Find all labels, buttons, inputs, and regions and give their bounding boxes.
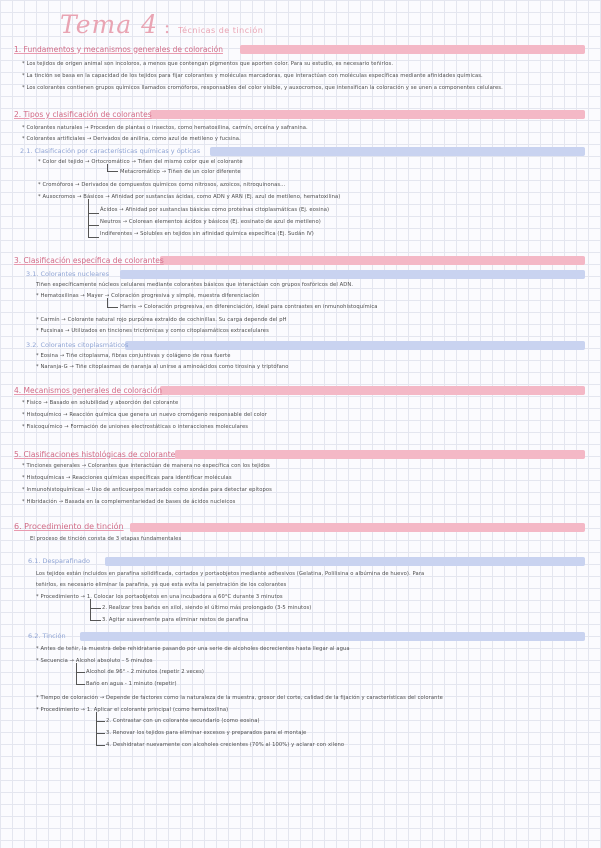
section-6-title: 6. Procedimiento de tinción xyxy=(14,521,124,531)
section-6-2-heading xyxy=(28,630,66,642)
bracket xyxy=(107,298,118,308)
s6-line-13: 3. Renovar los tejidos para eliminar excesos y preparados para el montaje xyxy=(106,730,307,736)
s5-line-1: * Tinciones generales → Colorantes que interactúan de manera no específica con los tejidos xyxy=(22,463,270,469)
section-1-highlight xyxy=(240,45,585,54)
s2-sub-line-5: Ácidos → Afinidad por sustancias básicas como proteínas citoplasmáticas (Ej. eosina) xyxy=(100,207,330,213)
section-6-2-highlight xyxy=(80,632,585,641)
s1-line-3: * Los colorantes contienen grupos químicos llamados cromóforos, responsables del color visible, y auxocromos, que intensifican la coloración y se unen a componentes celulares. xyxy=(22,85,503,91)
section-3-1-title: 3.1. Colorantes nucleares xyxy=(26,270,110,278)
s4-line-2: * Histoquímico → Reacción química que genera un nuevo cromógeno responsable del color xyxy=(22,412,267,418)
s2-sub-line-1: * Color del tejido → Ortocromático → Tiñen del mismo color que el colorante xyxy=(38,159,243,165)
s3-line-4: * Carmín → Colorante natural rojo purpúrea extraído de cochinillas. Su carga depende del pH xyxy=(36,317,287,323)
section-4-highlight xyxy=(160,386,585,395)
s2-sub-line-2: Metacromático → Tiñen de un color diferente xyxy=(120,169,241,175)
s6-line-2: teñirlos, es necesario eliminar la parafina, ya que esta evita la penetración de los colorantes xyxy=(36,582,287,588)
s3-line-6: * Eosina → Tiñe citoplasma, fibras conjuntivas y colágeno de rosa fuerte xyxy=(36,353,231,359)
s3-line-3: Harris → Coloración progresiva, en diferenciación, ideal para contrastes en inmunohistoquímica xyxy=(120,304,378,310)
section-6-1-heading xyxy=(28,555,90,567)
bracket xyxy=(88,199,99,238)
section-3-2-highlight xyxy=(125,341,585,350)
section-1-heading xyxy=(14,42,223,56)
bracket xyxy=(107,164,118,172)
bracket xyxy=(76,663,85,685)
section-2-highlight xyxy=(150,110,585,119)
s6-line-12: 2. Contrastar con un colorante secundario (como eosina) xyxy=(106,718,260,724)
section-6-highlight xyxy=(130,523,585,532)
section-4-title: 4. Mecanismos generales de coloración xyxy=(14,385,163,395)
s5-line-3: * Inmunohistoquímicas → Uso de anticuerpos marcados como sondas para detectar epítopos xyxy=(22,487,272,493)
s6-line-3: * Procedimiento → 1. Colocar los portaobjetos en una incubadora a 60°C durante 3 minutos xyxy=(36,594,283,600)
s5-line-2: * Histoquímicas → Reacciones químicas específicas para identificar moléculas xyxy=(22,475,232,481)
s3-line-7: * Naranja-G → Tiñe citoplasmas de naranja al unirse a aminoácidos como tirosina y triptófano xyxy=(36,364,289,370)
s6-line-14: 4. Deshidratar nuevamente con alcoholes crecientes (70% al 100%) y aclarar con xileno xyxy=(106,742,345,748)
section-6-heading xyxy=(14,519,124,533)
s3-line-5: * Fucsinas → Utilizados en tinciones tricrómicas y como citoplasmáticos extracelulares xyxy=(36,328,269,334)
section-3-1-heading xyxy=(26,268,109,280)
title-subtitle: Técnicas de tinción xyxy=(178,26,264,35)
section-5-highlight xyxy=(175,450,585,459)
section-2-1-highlight xyxy=(210,147,585,156)
s6-line-4: 2. Realizar tres baños en xilol, siendo el último más prolongado (3-5 minutos) xyxy=(102,605,312,611)
section-2-title: 2. Tipos y clasificación de colorantes xyxy=(14,109,152,119)
section-3-title: 3. Clasificación específica de colorantes xyxy=(14,255,164,265)
s5-line-4: * Hibridación → Basada en la complementariedad de bases de ácidos nucleicos xyxy=(22,499,236,505)
s2-sub-line-7: Indiferentes → Solubles en tejidos sin afinidad química específica (Ej. Sudán IV) xyxy=(100,231,314,237)
s6-line-6: * Antes de teñir, la muestra debe rehidratarse pasando por una serie de alcoholes decrecientes hasta llegar al agua xyxy=(36,646,350,652)
s3-line-2: * Hematoxilinas → Mayer → Coloración progresiva y simple, muestra diferenciación xyxy=(36,293,260,299)
title-separator: : xyxy=(164,17,171,38)
page-title xyxy=(60,10,263,38)
s6-line-1: Los tejidos están incluidos en parafina solidificada, cortados y portaobjetos mediante adhesivos (Gelatina, Polilisina o albúmina de huevo). Para xyxy=(36,571,425,577)
section-3-heading xyxy=(14,253,164,267)
s2-sub-line-3: * Cromóforos → Derivados de compuestos químicos como nitrosos, azoicos, nitroquinonas... xyxy=(38,182,286,188)
section-3-2-title: 3.2. Colorantes citoplasmáticos xyxy=(26,341,129,349)
s6-intro: El proceso de tinción consta de 3 etapas fundamentales xyxy=(30,536,182,542)
section-6-1-highlight xyxy=(105,557,585,566)
bracket xyxy=(90,599,101,621)
section-3-highlight xyxy=(160,256,585,265)
s6-line-7: * Secuencia → Alcohol absoluto - 5 minutos xyxy=(36,658,153,664)
section-3-1-highlight xyxy=(120,270,585,279)
section-5-title: 5. Clasificaciones histológicas de colorante xyxy=(14,449,176,459)
title-main: Tema 4 xyxy=(60,10,158,39)
s6-line-10: * Tiempo de coloración → Depende de factores como la naturaleza de la muestra, grosor del corte, calidad de la fijación y características del colorante xyxy=(36,695,443,701)
section-6-1-title: 6.1. Desparafinado xyxy=(28,557,90,565)
s1-line-1: * Los tejidos de origen animal son incoloros, a menos que contengan pigmentos que aporten color. Para su estudio, es necesario teñirlos. xyxy=(22,61,394,67)
s6-line-11: * Procedimiento → 1. Aplicar el colorante principal (como hematoxilina) xyxy=(36,707,229,713)
s4-line-3: * Fisicoquímico → Formación de uniones electrostáticas o interacciones moleculares xyxy=(22,424,249,430)
section-2-1-title: 2.1. Clasificación por características químicas y ópticas xyxy=(20,147,201,155)
section-4-heading xyxy=(14,383,162,397)
s4-line-1: * Físico → Basado en solubilidad y absorción del colorante xyxy=(22,400,179,406)
section-5-heading xyxy=(14,447,175,461)
s2-line-1: * Colorantes naturales → Proceden de plantas o insectos, como hematoxilina, carmín, orceína y safranina. xyxy=(22,125,308,131)
section-6-2-title: 6.2. Tinción xyxy=(28,632,66,640)
s6-line-9: Baño en agua - 1 minuto (repetir) xyxy=(86,681,177,687)
s6-line-5: 3. Agitar suavemente para eliminar restos de parafina xyxy=(102,617,249,623)
s1-line-2: * La tinción se basa en la capacidad de los tejidos para fijar colorantes y moléculas marcadoras, que interactúan con moléculas específicas mediante afinidades químicas. xyxy=(22,73,483,79)
section-2-heading xyxy=(14,107,152,121)
s2-line-2: * Colorantes artificiales → Derivados de anilina, como azul de metileno y fucsina. xyxy=(22,136,241,142)
s3-line-1: Tiñen específicamente núcleos celulares mediante colorantes básicos que interactúan con grupos fosfóricos del ADN. xyxy=(36,282,354,288)
bracket xyxy=(96,712,105,746)
s6-line-8: Alcohol de 96° - 2 minutos (repetir 2 veces) xyxy=(86,669,204,675)
section-3-2-heading xyxy=(26,339,128,351)
s2-sub-line-6: Neutros → Colorean elementos ácidos y básicos (Ej. eosinato de azul de metileno) xyxy=(100,219,321,225)
section-2-1-heading xyxy=(20,145,200,157)
s2-sub-line-4: * Auxocromos → Básicos → Afinidad por sustancias ácidas, como ADN y ARN (Ej. azul de metileno, hematoxilina) xyxy=(38,194,341,200)
section-1-title: 1. Fundamentos y mecanismos generales de coloración xyxy=(14,44,223,54)
